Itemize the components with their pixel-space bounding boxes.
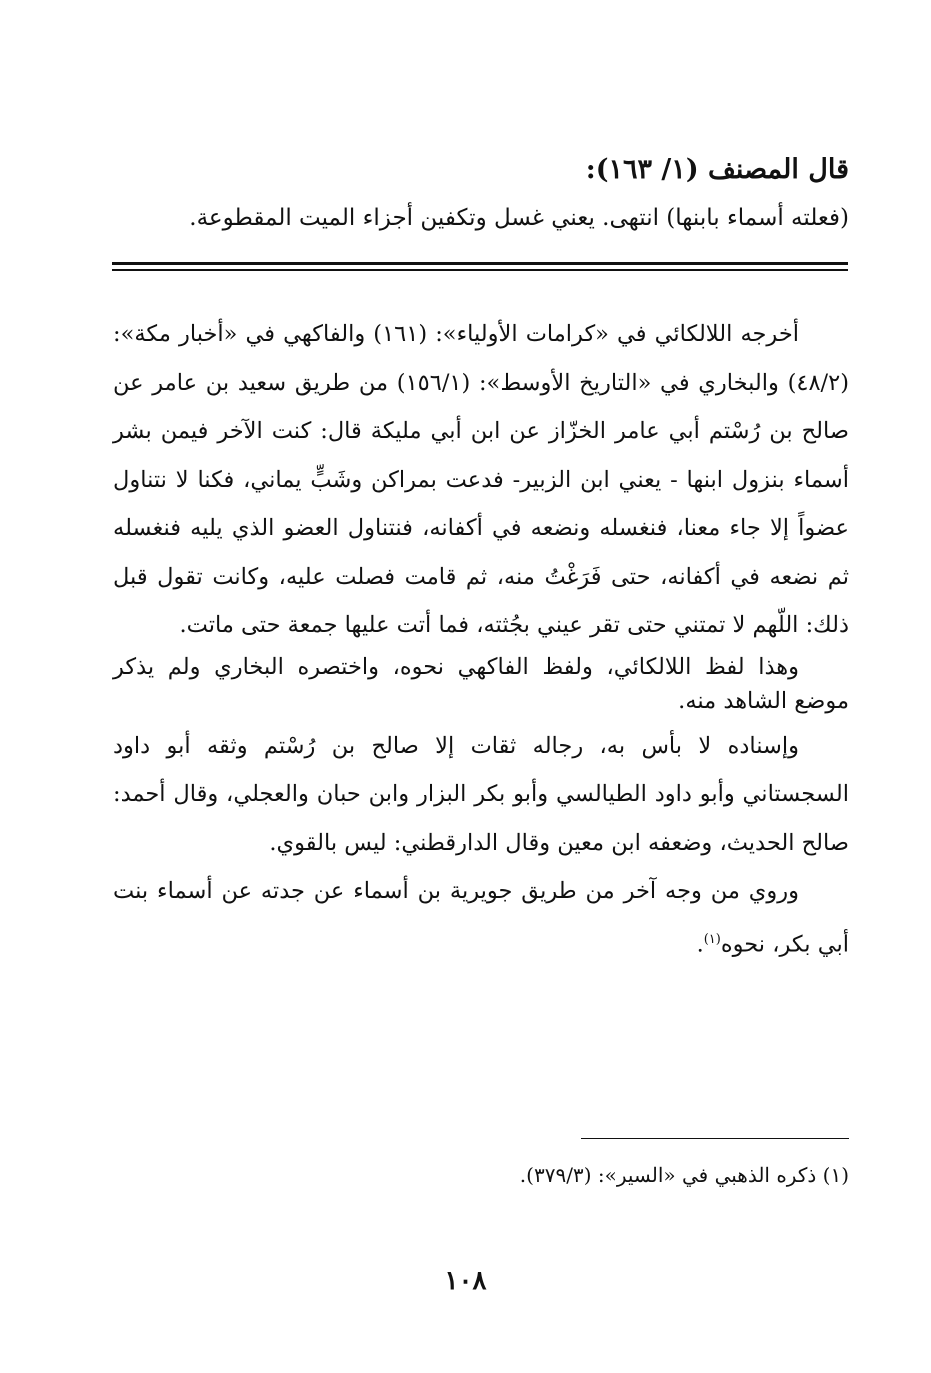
- paragraph-another-route-text: وروي من وجه آخر من طريق جويرية بن أسماء عن جدته عن أسماء بنت أبي بكر، نحوه: [113, 878, 849, 957]
- divider-line-bottom: [112, 269, 848, 271]
- double-divider: [112, 262, 848, 272]
- paragraph-wording: وهذا لفظ اللالكائي، ولفظ الفاكهي نحوه، واختصره البخاري ولم يذكر موضع الشاهد منه.: [113, 653, 849, 714]
- paragraph-takhrij: أخرجه اللالكائي في «كرامات الأولياء»: (١٦١) والفاكهي في «أخبار مكة»: (٤٨/٢) والبخاري في «التاريخ الأوسط»: (١٥٦/١) من طريق سعيد بن عامر عن صالح بن رُسْتم أبي عامر الخزّاز عن ابن أبي مليكة قال: كنت الآخر فيمن بشر أسماء بنزول ابنها - يعني ابن الزبير- فدعت بمراكن وشَبٍّ يماني، فكنا لا نتناول عضواً إلا جاء معنا، فنغسله ونضعه في أكفانه، فنتناول العضو الذي يليه فنغسله ثم نضعه في أكفانه، حتى فَرَغْتُ منه، ثم قامت فصلت عليه، وكانت تقول قبل ذلك: اللّهم لا تمتني حتى تقر عيني بجُثته، فما أتت عليها جمعة حتى ماتت.: [113, 321, 850, 638]
- paragraph-isnad: وإسناده لا بأس به، رجاله ثقات إلا صالح بن رُسْتم وثقه أبو داود السجستاني وأبو داود الطيالسي وأبو بكر البزار وابن حبان والعجلي، وقال أحمد: صالح الحديث، وضعفه ابن معين وقال الدارقطني: ليس بالقوي.: [113, 732, 849, 856]
- quoted-text: (فعلته أسماء بابنها) انتهى. يعني غسل وتكفين أجزاء الميت المقطوعة.: [189, 205, 849, 231]
- footnote-marker: (١): [703, 931, 721, 947]
- main-text: [113, 310, 849, 969]
- section-heading: قال المصنف (١/ ١٦٣):: [585, 154, 849, 185]
- page-number: ١٠٨: [444, 1266, 487, 1296]
- divider-line-top: [112, 262, 848, 265]
- footnote: (١) ذكره الذهبي في «السير»: (٣٧٩/٣).: [519, 1163, 849, 1187]
- paragraph-another-route: وروي من وجه آخر من طريق جويرية بن أسماء عن جدته عن أسماء بنت أبي بكر، نحوه$^{(١)}$.: [113, 878, 849, 957]
- footnote-divider: [581, 1138, 849, 1139]
